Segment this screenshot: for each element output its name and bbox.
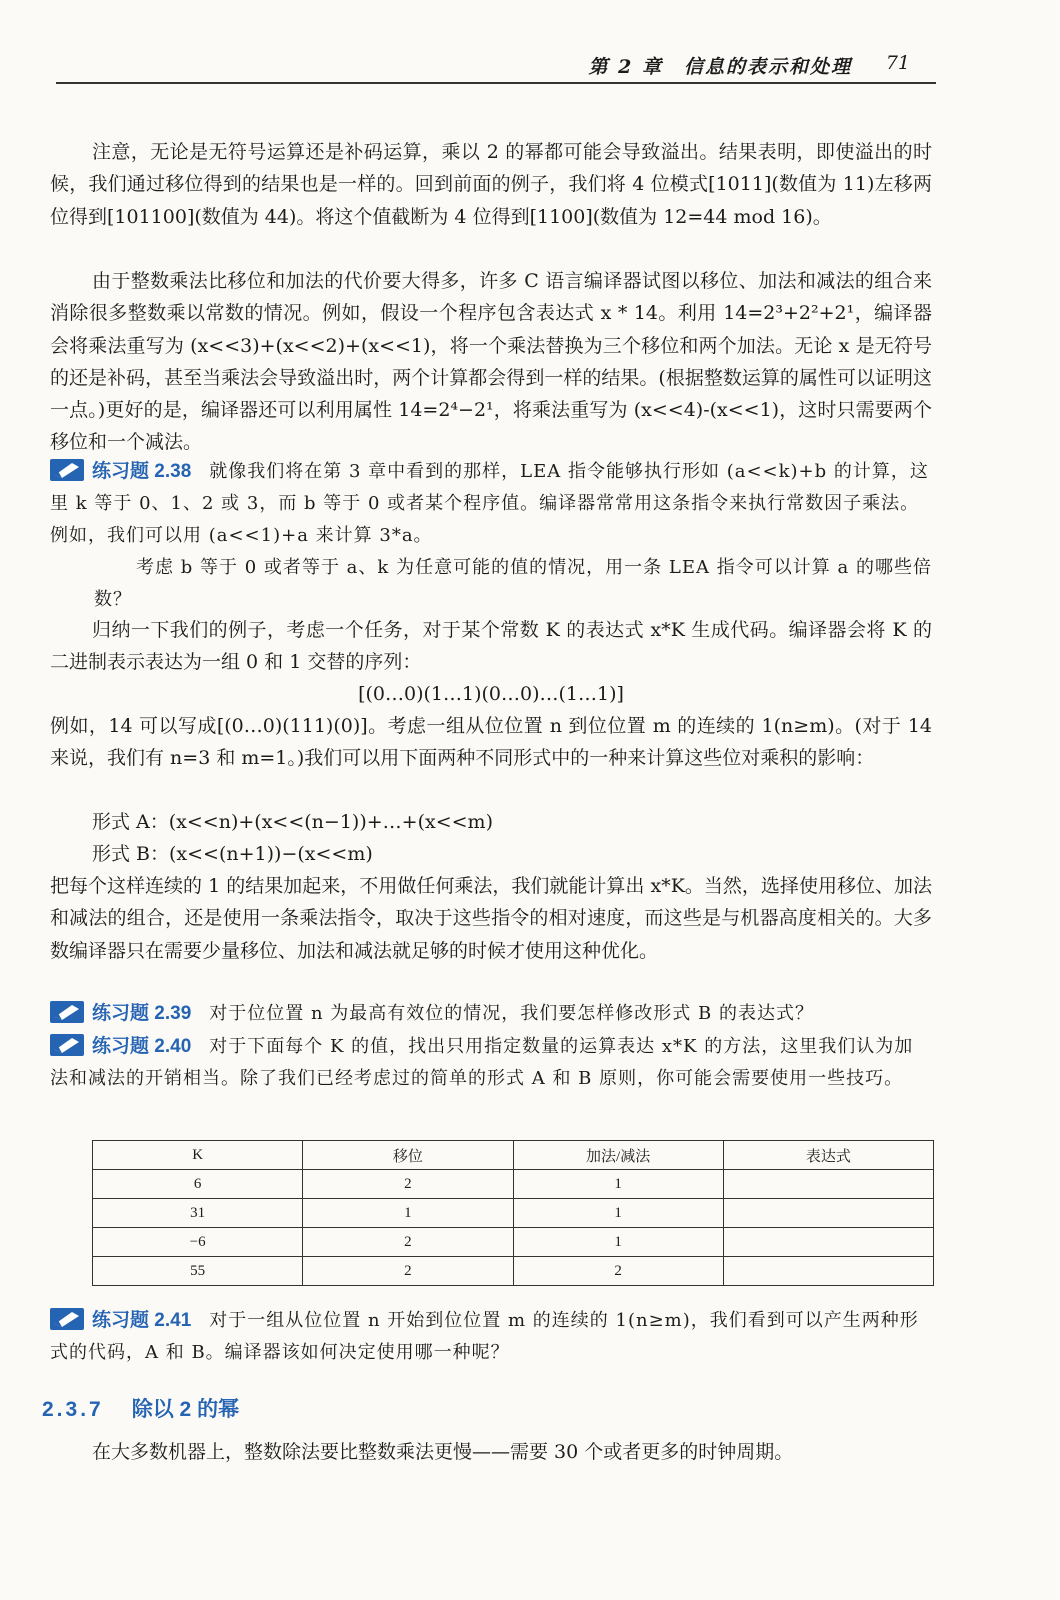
formula-sequence: [(0…0)(1…1)(0…0)…(1…1)]	[358, 683, 624, 705]
table-cell: 2	[303, 1257, 513, 1286]
column-header-k: K	[93, 1141, 303, 1170]
exercise-text: 对于位位置 n 为最高有效位的情况，我们要怎样修改形式 B 的表达式？	[209, 1003, 814, 1024]
section-title: 除以 2 的幂	[131, 1398, 240, 1421]
section-number: 2.3.7	[42, 1398, 104, 1421]
paragraph-overflow: 注意，无论是无符号运算还是补码运算，乘以 2 的幂都可能会导致溢出。结果表明，即使溢出的时候，我们通过移位得到的结果也是一样的。回到前面的例子，我们将 4 位模式[1011](数值为 11)左移两位得到[101100](数值为 44)。将这个值截断为 4 位得到[1100](数值为 12=44 mod 16)。	[50, 141, 932, 228]
pencil-icon	[50, 1001, 84, 1023]
paragraph-generalize: 归纳一下我们的例子，考虑一个任务，对于某个常数 K 的表达式 x*K 生成代码。编译器会将 K 的二进制表示表达为一组 0 和 1 交替的序列：	[50, 619, 932, 674]
form-b: 形式 B：(x<<(n+1))−(x<<m)	[92, 843, 373, 865]
table-cell: 2	[513, 1257, 723, 1286]
exercise-label: 练习题 2.40	[92, 1036, 192, 1057]
table-cell	[723, 1170, 933, 1199]
exercise-2-39	[50, 998, 932, 1030]
pencil-icon	[50, 1034, 84, 1056]
table-cell	[723, 1228, 933, 1257]
table-cell: 1	[303, 1199, 513, 1228]
exercise-text: 对于下面每个 K 的值，找出只用指定数量的运算表达 x*K 的方法，这里我们认为加法和减法的开销相当。除了我们已经考虑过的简单的形式 A 和 B 原则，你可能会需要使用一些技巧。	[50, 1036, 914, 1089]
section-heading	[42, 1393, 239, 1423]
running-header	[56, 48, 936, 84]
table-cell: −6	[93, 1228, 303, 1257]
exercise-2-38	[50, 456, 932, 616]
page-number: 71	[885, 52, 910, 74]
table-cell: 6	[93, 1170, 303, 1199]
paragraph-example-14: 例如，14 可以写成[(0…0)(111)(0)]。考虑一组从位位置 n 到位位置 m 的连续的 1(n≥m)。(对于 14 来说，我们有 n=3 和 m=1。)我们可以用下面两种不同形式中的一种来计算这些位对乘积的影响：	[50, 715, 932, 770]
column-header-add-sub: 加法/减法	[513, 1141, 723, 1170]
exercise-question: 考虑 b 等于 0 或者等于 a、k 为任意可能的值的情况，用一条 LEA 指令可以计算 a 的哪些倍数？	[94, 557, 932, 610]
form-a: 形式 A：(x<<n)+(x<<(n−1))+…+(x<<m)	[92, 811, 493, 833]
column-header-expression: 表达式	[723, 1141, 933, 1170]
exercise-2-41	[50, 1305, 932, 1369]
table-header-row	[93, 1141, 934, 1170]
table-row	[93, 1199, 934, 1228]
table-cell: 1	[513, 1199, 723, 1228]
exercise-text: 就像我们将在第 3 章中看到的那样，LEA 指令能够执行形如 (a<<k)+b 的计算，这里 k 等于 0、1、2 或 3，而 b 等于 0 或者某个程序值。编译器常常用这条指令来执行常数因子乘法。例如，我们可以用 (a<<1)+a 来计算 3*a。	[50, 461, 929, 546]
table-cell: 1	[513, 1228, 723, 1257]
exercise-text: 对于一组从位位置 n 开始到位位置 m 的连续的 1(n≥m)，我们看到可以产生两种形式的代码，A 和 B。编译器该如何决定使用哪一种呢？	[50, 1310, 919, 1363]
table-row	[93, 1228, 934, 1257]
paragraph-compiler-shift: 由于整数乘法比移位和加法的代价要大得多，许多 C 语言编译器试图以移位、加法和减法的组合来消除很多整数乘以常数的情况。例如，假设一个程序包含表达式 x * 14。利用 14=2³+2²+2¹，编译器会将乘法重写为 (x<<3)+(x<<2)+(x<<1)，将一个乘法替换为三个移位和两个加法。无论 x 是无符号的还是补码，甚至当乘法会导致溢出时，两个计算都会得到一样的结果。(根据整数运算的属性可以证明这一点。)更好的是，编译器还可以利用属性 14=2⁴−2¹，将乘法重写为 (x<<4)-(x<<1)，这时只需要两个移位和一个减法。	[50, 270, 932, 454]
table-cell: 31	[93, 1199, 303, 1228]
exercise-label: 练习题 2.39	[92, 1003, 192, 1024]
chapter-title: 第 2 章 信息的表示和处理	[588, 56, 852, 78]
table-cell	[723, 1257, 933, 1286]
pencil-icon	[50, 1308, 84, 1330]
table-row	[93, 1257, 934, 1286]
table-cell: 55	[93, 1257, 303, 1286]
pencil-icon	[50, 459, 84, 481]
exercise-label: 练习题 2.38	[92, 461, 192, 482]
paragraph-summary: 把每个这样连续的 1 的结果加起来，不用做任何乘法，我们就能计算出 x*K。当然，选择使用移位、加法和减法的组合，还是使用一条乘法指令，取决于这些指令的相对速度，而这些是与机器高度相关的。大多数编译器只在需要少量移位、加法和减法就足够的时候才使用这种优化。	[50, 875, 932, 962]
table-row	[93, 1170, 934, 1199]
table-cell: 2	[303, 1170, 513, 1199]
paragraph-division: 在大多数机器上，整数除法要比整数乘法更慢——需要 30 个或者更多的时钟周期。	[92, 1441, 794, 1463]
table-cell	[723, 1199, 933, 1228]
table-cell: 2	[303, 1228, 513, 1257]
exercise-label: 练习题 2.41	[92, 1310, 192, 1331]
exercise-2-40	[50, 1031, 932, 1095]
column-header-shifts: 移位	[303, 1141, 513, 1170]
exercise-table	[92, 1140, 934, 1286]
table-cell: 1	[513, 1170, 723, 1199]
